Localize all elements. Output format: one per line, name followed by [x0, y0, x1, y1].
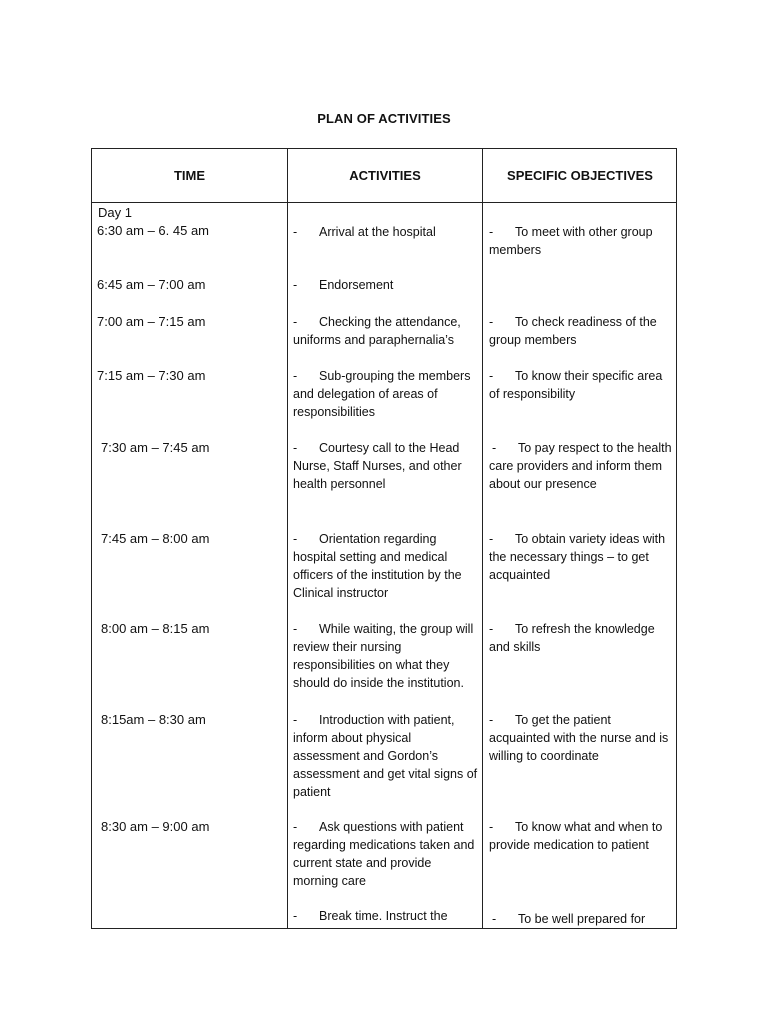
activity-cell: - Ask questions with patient regarding medications taken and current state and provide morning care — [293, 820, 475, 888]
objective-cell: - To be well prepared for — [492, 912, 646, 926]
activity-cell: - Sub-grouping the members and delegation of areas of responsibilities — [293, 369, 471, 419]
activity-cell: - Introduction with patient, inform about physical assessment and Gordon’s assessment and get vital signs of patient — [293, 713, 478, 799]
activities-table — [91, 148, 677, 929]
activity-cell: - Endorsement — [293, 278, 394, 292]
objective-cell: - To pay respect to the health care providers and inform them about our presence — [489, 441, 672, 491]
objective-cell: - To meet with other group members — [489, 225, 653, 257]
time-cell: 7:45 am – 8:00 am — [101, 531, 210, 546]
time-cell: 7:00 am – 7:15 am — [97, 314, 206, 329]
activity-cell: - Orientation regarding hospital setting and medical officers of the institution by the Clinical instructor — [293, 532, 462, 600]
objective-cell: - To obtain variety ideas with the necessary things – to get acquainted — [489, 532, 666, 582]
time-cell: 7:30 am – 7:45 am — [101, 440, 210, 455]
header-time: TIME — [173, 168, 206, 183]
objective-cell: - To refresh the knowledge and skills — [489, 622, 655, 654]
column-divider — [287, 148, 288, 928]
time-cell: 8:30 am – 9:00 am — [101, 819, 210, 834]
header-objectives: SPECIFIC OBJECTIVES — [507, 168, 653, 183]
activity-cell: - Arrival at the hospital — [293, 225, 436, 239]
objective-cell: - To know their specific area of responsibility — [489, 369, 663, 401]
day-label: Day 1 — [98, 205, 132, 220]
column-divider — [482, 148, 483, 928]
activity-cell: - Break time. Instruct the — [293, 909, 448, 923]
objective-cell: - To get the patient acquainted with the nurse and is willing to coordinate — [489, 713, 669, 763]
objective-cell: - To know what and when to provide medication to patient — [489, 820, 663, 852]
activity-cell: - While waiting, the group will review their nursing responsibilities on what they should do inside the institution. — [293, 622, 474, 690]
header-activities: ACTIVITIES — [349, 168, 421, 183]
time-cell: 7:15 am – 7:30 am — [97, 368, 206, 383]
time-cell: 6:45 am – 7:00 am — [97, 277, 206, 292]
objective-cell: - To check readiness of the group members — [489, 315, 657, 347]
time-cell: 8:15am – 8:30 am — [101, 712, 206, 727]
activity-cell: - Courtesy call to the Head Nurse, Staff Nurses, and other health personnel — [293, 441, 462, 491]
table-header — [92, 148, 676, 203]
activity-cell: - Checking the attendance, uniforms and paraphernalia’s — [293, 315, 461, 347]
time-cell: 6:30 am – 6. 45 am — [97, 223, 210, 238]
page-title: PLAN OF ACTIVITIES — [317, 111, 451, 126]
time-cell: 8:00 am – 8:15 am — [101, 621, 210, 636]
